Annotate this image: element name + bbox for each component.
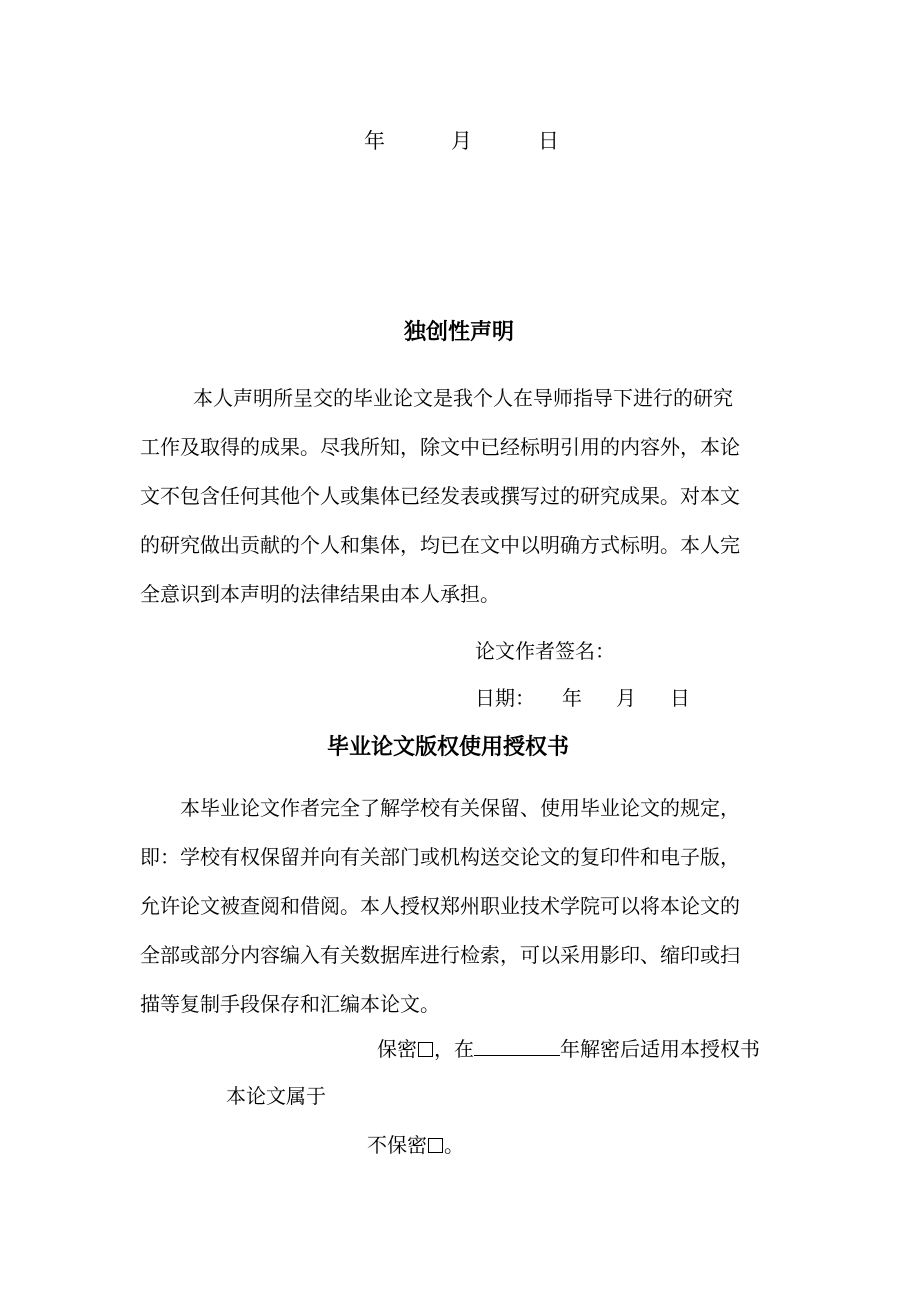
secret-option-row xyxy=(377,1039,760,1059)
originality-line: 全意识到本声明的法律结果由本人承担。 xyxy=(140,582,500,606)
secret-label: 保密 xyxy=(377,1037,417,1061)
originality-line: 本人声明所呈交的毕业论文是我个人在导师指导下进行的研究 xyxy=(193,386,733,410)
top-date-year: 年 xyxy=(364,129,385,153)
copyright-title: 毕业论文版权使用授权书 xyxy=(327,735,570,760)
secret-suffix-text: 年解密后适用本授权书 xyxy=(560,1037,760,1061)
belongs-label: 本论文属于 xyxy=(226,1084,326,1108)
signature-date-day: 日 xyxy=(670,686,690,710)
copyright-line: 描等复制手段保存和汇编本论文。 xyxy=(140,992,440,1016)
signature-date-year: 年 xyxy=(562,686,582,710)
copyright-line: 本毕业论文作者完全了解学校有关保留、使用毕业论文的规定， xyxy=(180,796,740,820)
originality-line: 的研究做出贡献的个人和集体，均已在文中以明确方式标明。本人完 xyxy=(140,533,740,557)
nonsecret-option-row xyxy=(367,1135,464,1155)
signature-date-month: 月 xyxy=(616,686,636,710)
originality-line: 工作及取得的成果。尽我所知，除文中已经标明引用的内容外，本论 xyxy=(140,435,740,459)
top-date-month: 月 xyxy=(451,129,472,153)
signature-date-label: 日期： xyxy=(475,686,535,710)
copyright-line: 全部或部分内容编入有关数据库进行检索，可以采用影印、缩印或扫 xyxy=(140,943,740,967)
nonsecret-suffix-text: 。 xyxy=(444,1133,464,1157)
originality-title: 独创性声明 xyxy=(404,320,515,345)
secret-years-blank[interactable] xyxy=(474,1039,560,1056)
top-date-day: 日 xyxy=(538,129,559,153)
copyright-line: 允许论文被查阅和借阅。本人授权郑州职业技术学院可以将本论文的 xyxy=(140,894,740,918)
secret-mid-text: ，在 xyxy=(434,1037,474,1061)
copyright-line: 即：学校有权保留并向有关部门或机构送交论文的复印件和电子版， xyxy=(140,845,740,869)
originality-line: 文不包含任何其他个人或集体已经发表或撰写过的研究成果。对本文 xyxy=(140,484,740,508)
nonsecret-checkbox[interactable] xyxy=(428,1138,443,1153)
secret-checkbox[interactable] xyxy=(418,1042,433,1057)
nonsecret-label: 不保密 xyxy=(367,1133,427,1157)
signature-label: 论文作者签名： xyxy=(475,639,615,663)
